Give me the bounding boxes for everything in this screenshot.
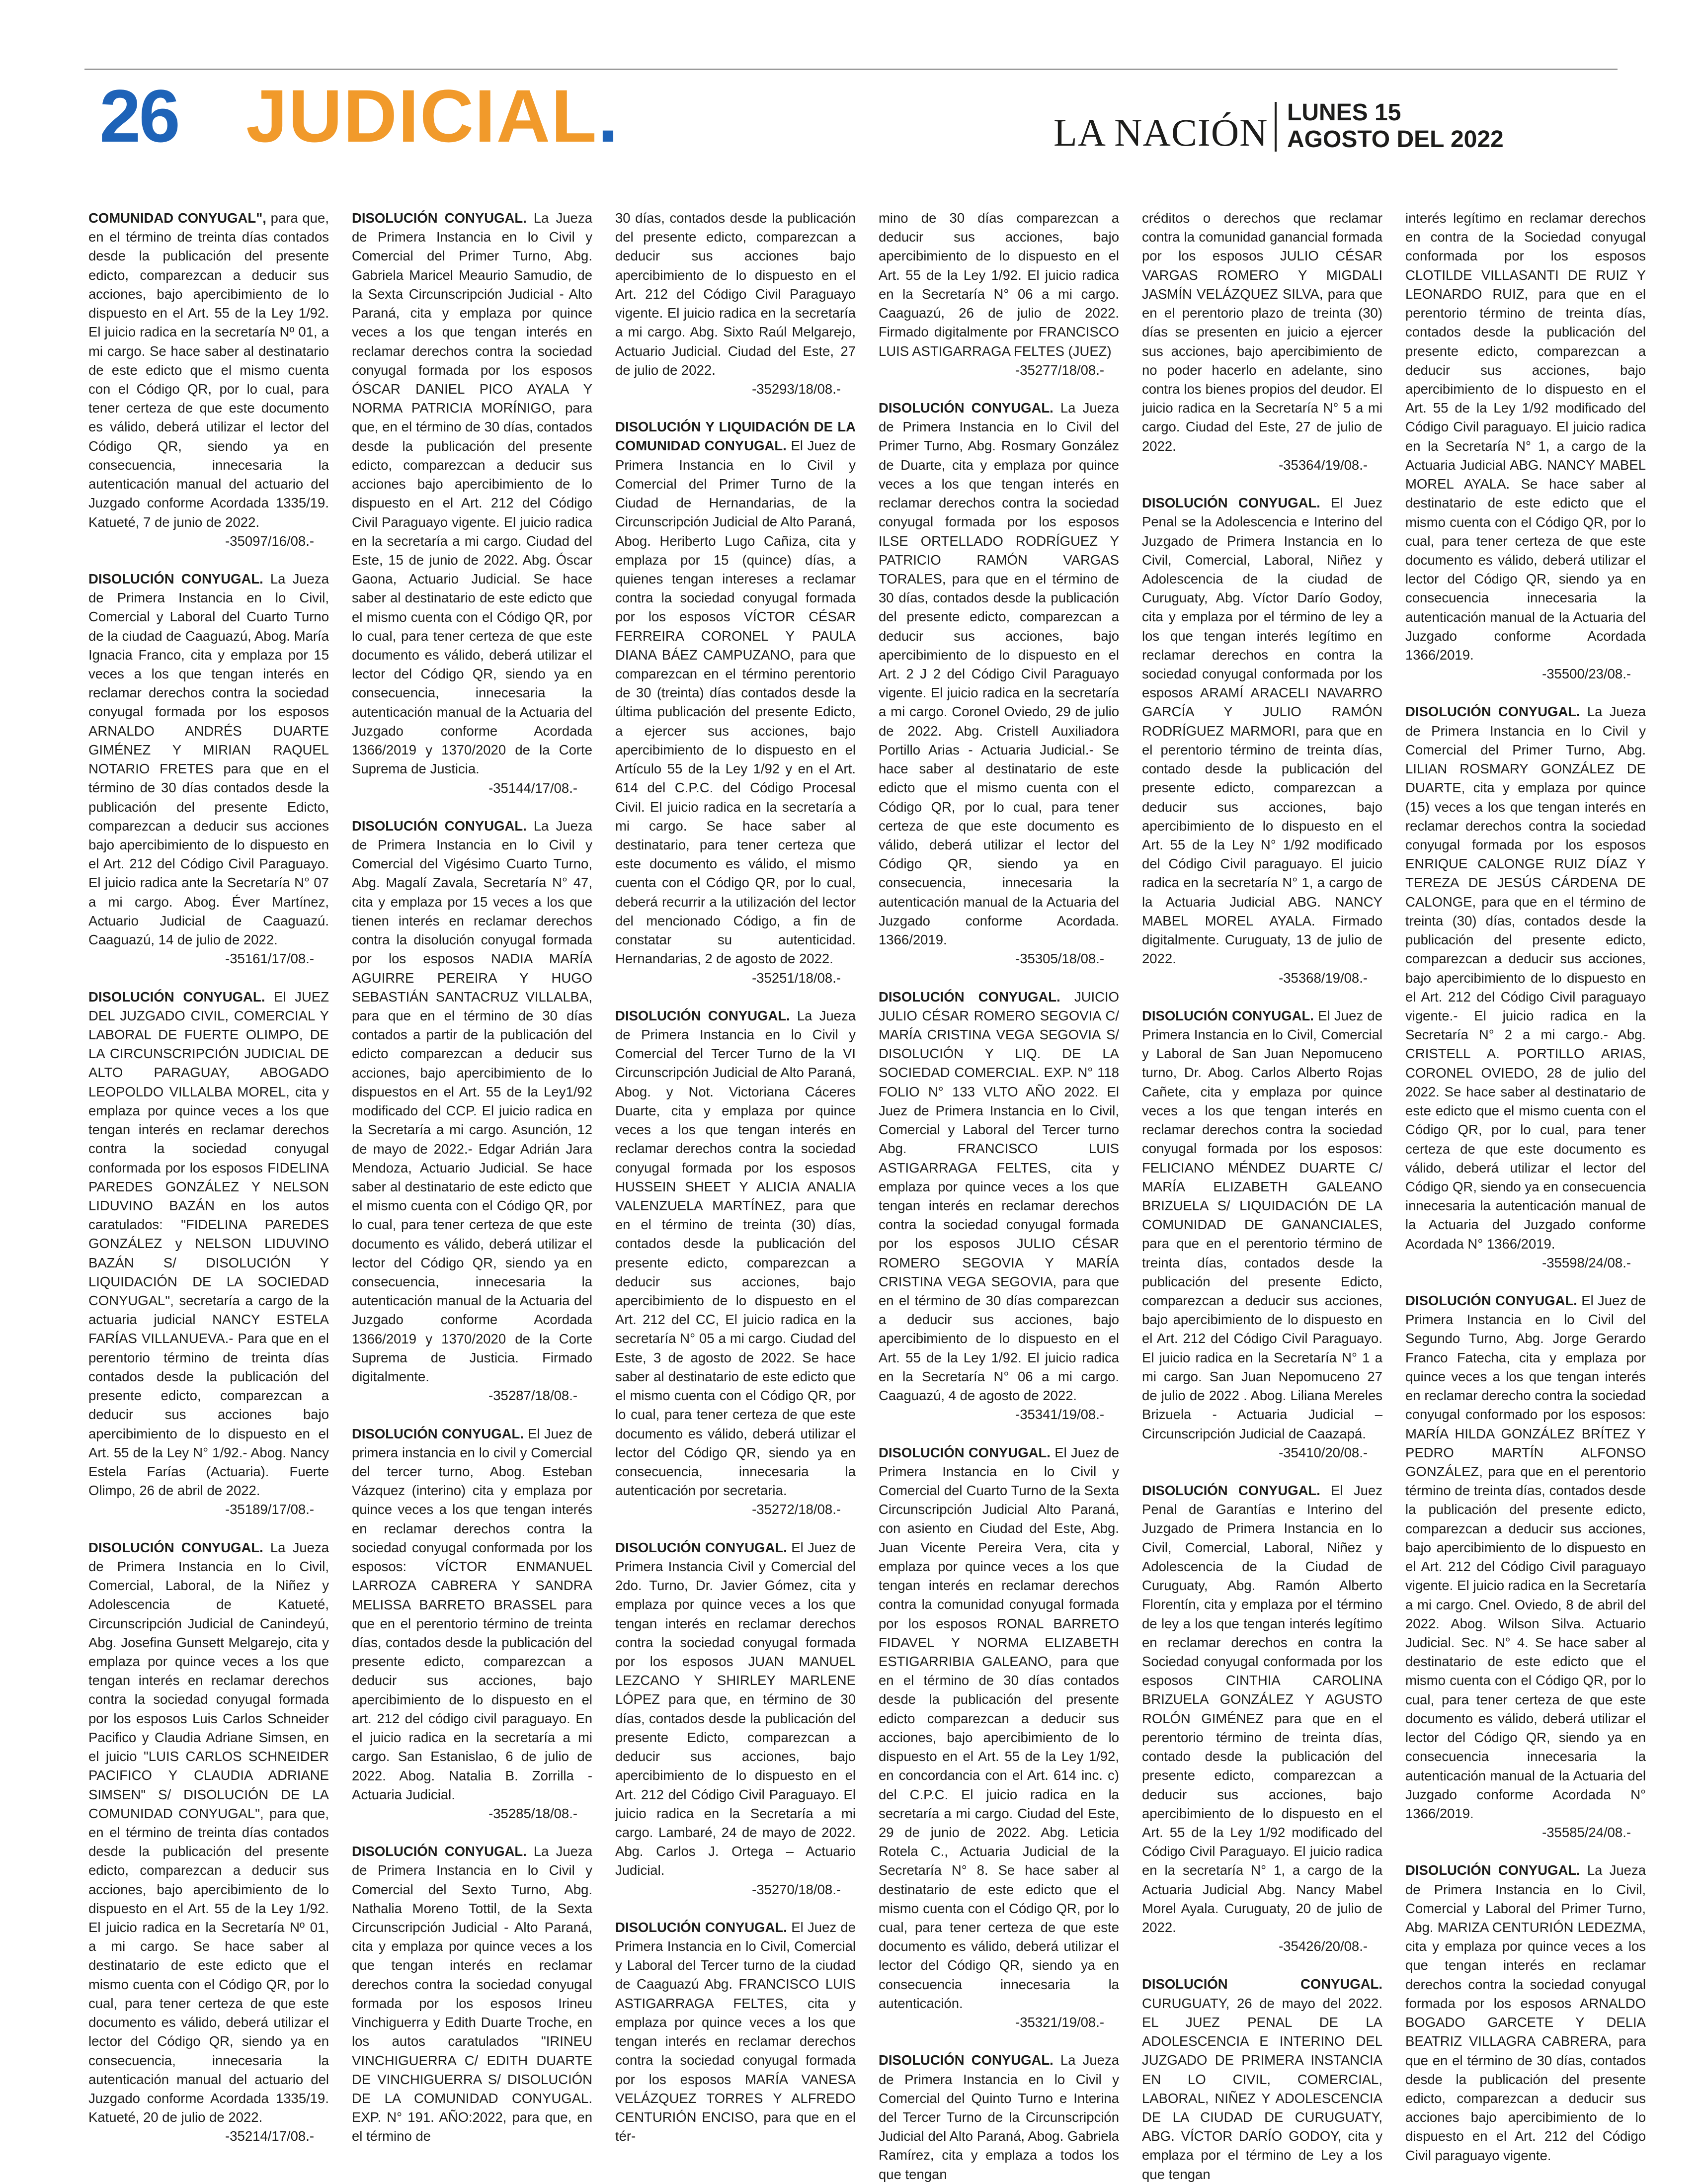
notice-lead: DISOLUCIÓN CONYUGAL. [1142, 1008, 1314, 1023]
notice-body: El Juez de Primera Instancia en lo Civil y Comercial del Primer Turno de la Ciudad de Hernandarias, de la Circunscripción Judicial de Alto Paraná, Abog. Heriberto Lugo Cañiza, cita y emplaza por 15 (quince) días, a quienes tengan intereses a reclamar contra la sociedad conyugal formada por los esposos VÍCTOR CÉSAR FERREIRA CORONEL Y PAULA DIANA BÁEZ CAMPUZANO, para que comparezcan en el término perentorio de 30 (treinta) días contados desde la última publicación del presente Edicto, a ejercer sus acciones, bajo apercibimiento de lo dispuesto en el Artículo 55 de la Ley 1/92 y en el Art. 614 del C.P.C. del Código Procesal Civil. El juicio radica en la secretaría a mi cargo. Se hace saber al destinatario, para tener certeza que este documento es válido, el mismo cuenta con el Código QR, por lo cual, deberá recurrir a la utilización del lector del mencionado Código, a fin de constatar su autenticidad. Hernandarias, 2 de agosto de 2022. [615, 438, 856, 967]
notice-ref: -35293/18/08.- [752, 381, 841, 397]
legal-notice [615, 1918, 856, 2146]
notice-lead: DISOLUCIÓN CONYUGAL. [88, 989, 265, 1005]
legal-notice [1405, 1861, 1646, 2165]
notice-ref: -35214/17/08.- [225, 2128, 314, 2144]
legal-notice [1142, 1481, 1382, 1956]
legal-notice [879, 1443, 1119, 2032]
legal-notice [1142, 1975, 1382, 2184]
notice-lead: DISOLUCIÓN CONYUGAL. [1142, 495, 1320, 511]
notice-lead: DISOLUCIÓN CONYUGAL. [1405, 1293, 1577, 1309]
column-3 [615, 209, 856, 2152]
notice-ref: -35272/18/08.- [752, 1502, 841, 1517]
notice-lead: DISOLUCIÓN CONYUGAL. [352, 818, 527, 834]
notice-ref: -35161/17/08.- [225, 951, 314, 967]
notice-body: El Juez Penal se la Adolescencia e Interino del Juzgado de Primera Instancia en lo Civil, Comercial, Laboral, Niñez y Adolescencia de la ciudad de Curuguaty, Abg. Víctor Darío Godoy, cita y emplaza por el término de ley a los que tengan interés legítimo en reclamar derechos en contra la sociedad conyugal conformada por los esposos ARAMÍ ARACELI NAVARRO GARCÍA Y JULIO RAMÓN RODRÍGUEZ MARMORI, para que en el perentorio término de treinta días, contado desde la publicación del presente edicto, comparezcan a deducir sus acciones, bajo apercibimiento de lo dispuesto en el Art. 55 de la Ley N° 1/92 modificado del Código Civil paraguayo. El juicio radica en la secretaría N° 1, a cargo de la Actuaria Judicial ABG. NANCY MABEL MOREL AYALA. Firmado digitalmente. Curuguaty, 13 de julio de 2022. [1142, 495, 1383, 967]
notice-body: JUICIO JULIO CÉSAR ROMERO SEGOVIA C/ MARÍA CRISTINA VEGA SEGOVIA S/ DISOLUCIÓN Y LIQ. DE LA SOCIEDAD COMERCIAL. EXP. N° 118 FOLIO N° 133 VLTO AÑO 2022. El Juez de Primera Instancia en lo Civil, Comercial y Laboral del Tercer turno Abg. FRANCISCO LUIS ASTIGARRAGA FELTES, cita y emplaza por quince veces a los que tengan interés en reclamar derechos contra la sociedad conyugal formada por los esposos JULIO CÉSAR ROMERO SEGOVIA Y MARÍA CRISTINA VEGA SEGOVIA, para que en el término de 30 días comparezcan a deducir sus acciones, bajo apercibimiento de lo dispuesto en el Art. 55 de la Ley 1/92. El juicio radica en la Secretaría N° 06 a mi cargo. Caaguazú, 4 de agosto de 2022. [879, 989, 1119, 1404]
notice-body: El Juez de Primera Instancia en lo Civil, Comercial y Laboral del Tercer turno de la ciudad de Caaguazú Abg. FRANCISCO LUIS ASTIGARRAGA FELTES, cita y emplaza por quince veces a los que tengan interés en reclamar derechos contra la sociedad conyugal formada por los esposos MARÍA VANESA VELÁZQUEZ TORRES Y ALFREDO CENTURIÓN ENCISO, para que en el tér- [615, 1919, 856, 2144]
notice-lead: DISOLUCIÓN CONYUGAL. [352, 1844, 527, 1859]
notice-body: La Jueza de Primera Instancia en lo Civil, Comercial y Laboral del Primer Turno, Abg. MARIZA CENTURIÓN LEDEZMA, cita y emplaza por quince veces a los que tengan interés en reclamar derechos contra la sociedad conyugal formada por los esposos ARNALDO BOGADO GARCETE Y DELIA BEATRIZ VILLAGRA CABRERA, para que en el término de 30 días, contados desde la publicación del presente edicto, comparezcan a deducir sus acciones bajo apercibimiento de lo dispuesto en el Art. 212 del Código Civil paraguayo vigente. [1405, 1862, 1646, 2163]
notice-lead: DISOLUCIÓN CONYUGAL. [879, 400, 1054, 416]
notice-lead: DISOLUCIÓN CONYUGAL. [88, 571, 263, 587]
notice-body: La Jueza de Primera Instancia en lo Civil y Comercial del Vigésimo Cuarto Turno, Abg. Magalí Zavala, Secretaría N° 47, cita y emplaza por 15 veces a los que tienen interés en reclamar derechos contra la disolución conyugal formada por los esposos NADIA MARÍA AGUIRRE PEREIRA Y HUGO SEBASTIÁN SANTACRUZ VILLALBA, para que en el término de 30 días contados a partir de la publicación del edicto comparezcan a deducir sus acciones, bajo apercibimiento de lo dispuestos en el Art. 55 de la Ley1/92 modificado del CCP. El juicio radica en la Secretaría a mi cargo. Asunción, 12 de mayo de 2022.- Edgar Adrián Jara Mendoza, Actuario Judicial. Se hace saber al destinatario de este edicto que el mismo cuenta con el Código QR, por lo cual, para tener certeza de que este documento es válido, deberá utilizar el lector del Código QR, siendo ya en consecuencia, innecesaria la autenticación manual de la Actuaria del Juzgado conforme Acordada 1366/2019 y 1370/2020 de la Corte Suprema de Justicia. Firmado digitalmente. [352, 818, 592, 1385]
notice-columns [88, 209, 1646, 2182]
notice-body: La Jueza de Primera Instancia en lo Civil y Comercial del Sexto Turno, Abg. Nathalia Moreno Tottil, de la Sexta Circunscripción Judicial - Alto Paraná, cita y emplaza por quince veces a los que tengan interés en reclamar derechos contra la sociedad conyugal formada por los esposos Irineu Vinchiguerra y Edith Duarte Troche, en los autos caratulados "IRINEU VINCHIGUERRA C/ EDITH DUARTE DE VINCHIGUERRA S/ DISOLUCIÓN DE LA COMUNIDAD CONYUGAL. EXP. N° 191. AÑO:2022, para que, en el término de [352, 1844, 592, 2144]
column-1 [88, 209, 329, 2152]
top-rule [84, 69, 1618, 70]
notice-ref: -35305/18/08.- [1015, 951, 1104, 967]
notice-ref: -35321/19/08.- [1015, 2015, 1104, 2030]
notice-lead: DISOLUCIÓN CONYUGAL. [615, 1919, 787, 1935]
notice-ref: -35270/18/08.- [752, 1881, 841, 1897]
legal-notice [88, 988, 329, 1519]
legal-notice [879, 399, 1119, 969]
notice-lead: DISOLUCIÓN CONYUGAL. [615, 1539, 787, 1555]
notice-body: El JUEZ DEL JUZGADO CIVIL, COMERCIAL Y LABORAL DE FUERTE OLIMPO, DE LA CIRCUNSCRIPCIÓN JUDICIAL DE ALTO PARAGUAY, ABOGADO LEOPOLDO VILLALBA MOREL, cita y emplaza por quince veces a los que tengan interés en reclamar derechos contra la sociedad conyugal conformada por los esposos FIDELINA PAREDES GONZÁLEZ Y NELSON LIDUVINO BAZÁN en los autos caratulados: "FIDELINA PAREDES GONZÁLEZ y NELSON LIDUVINO BAZÁN S/ DISOLUCIÓN Y LIQUIDACIÓN DE LA SOCIEDAD CONYUGAL", secretaría a cargo de la actuaria judicial NANCY ESTELA FARÍAS VILLANUEVA.- Para que en el perentorio término de treinta días contados desde la publicación del presente edicto, comparezcan a deducir sus acciones bajo apercibimiento de lo dispuesto en el Art. 55 de la Ley N° 1/92.- Abog. Nancy Estela Farías (Actuaria). Fuerte Olimpo, 26 de abril de 2022. [88, 989, 329, 1499]
notice-ref: -35341/19/08.- [1015, 1407, 1104, 1423]
legal-notice [1405, 1291, 1646, 1842]
notice-body: El Juez de Primera Instancia Civil y Comercial del 2do. Turno, Dr. Javier Gómez, cita y emplaza por quince veces a los que tengan interés en reclamar derechos contra la sociedad conyugal formada por los esposos JUAN MANUEL LEZCANO Y SHIRLEY MARLENE LÓPEZ para que, en término de 30 días, contados desde la publicación del presente Edicto, comparezcan a deducir sus acciones, bajo apercibimiento de lo dispuesto en el Art. 212 del Código Civil Paraguayo. El juicio radica en la Secretaría a mi cargo. Lambaré, 24 de mayo de 2022. Abg. Carlos J. Ortega – Actuario Judicial. [615, 1539, 856, 1878]
notice-body: La Jueza de Primera Instancia en lo Civil del Primer Turno, Abg. Rosmary González de Duarte, cita y emplaza por quince veces a los que tengan interés en reclamar derechos contra la sociedad conyugal formada por los esposos ILSE ORTELLADO RODRÍGUEZ Y PATRICIO RAMÓN VARGAS TORALES, para que en el término de 30 días, contados desde la publicación del presente edicto, comparezcan a deducir sus acciones, bajo apercibimiento de lo dispuesto en el Art. 2 J 2 del Código Civil Paraguayo vigente. El juicio radica en la secretaría a mi cargo. Coronel Oviedo, 29 de julio de 2022. Abg. Cristell Auxiliadora Portillo Arias - Actuaria Judicial.- Se hace saber al destinatario de este edicto que el mismo cuenta con el Código QR, por lo cual, para tener certeza de que este documento es válido, deberá utilizar el lector del Código QR, siendo ya en consecuencia, innecesaria la autenticación manual de la Actuaria del Juzgado conforme Acordada. 1366/2019. [879, 400, 1119, 948]
notice-ref: -35426/20/08.- [1279, 1938, 1368, 1954]
notice-ref: -35368/19/08.- [1279, 970, 1368, 986]
notice-ref: -35097/16/08.- [225, 533, 314, 549]
masthead-divider [1275, 102, 1277, 152]
section-title [246, 74, 620, 158]
legal-notice [615, 1007, 856, 1519]
legal-notice [1142, 209, 1382, 475]
notice-body: El Juez de Primera Instancia en lo Civil del Segundo Turno, Abg. Jorge Gerardo Franco Fatecha, cita y emplaza por quince veces a los que tengan interés en reclamar derecho contra la sociedad conyugal conformado por los esposos: MARÍA HILDA GONZÁLEZ BRÍTEZ Y PEDRO MARTÍN ALFONSO GONZÁLEZ, para que en el perentorio término de treinta días, contados desde la publicación del presente edicto, comparezcan a deducir sus acciones, bajo apercibimiento de lo dispuesto en el Art. 212 del Código Civil paraguayo vigente. El juicio radica en la Secretaría a mi cargo. Cnel. Oviedo, 8 de abril del 2022. Abog. Wilson Silva. Actuario Judicial. Sec. N° 4. Se hace saber al destinatario de este edicto que el mismo cuenta con el Código QR, por lo cual, para tener certeza de que este documento es válido, deberá utilizar el lector del Código QR, siendo ya en consecuencia innecesaria la autenticación manual de la Actuaria del Juzgado conforme Acordada N° 1366/2019. [1405, 1293, 1646, 1821]
notice-lead: DISOLUCIÓN CONYUGAL. [879, 2052, 1054, 2068]
notice-body: interés legítimo en reclamar derechos en contra de la Sociedad conyugal conformada por los esposos CLOTILDE VILLASANTI DE RUIZ Y LEONARDO RUIZ, para que en el perentorio término de treinta días, contados desde la publicación del presente edicto, comparezcan a deducir sus acciones, bajo apercibimiento de lo dispuesto en el Art. 55 de la Ley 1/92 modificado del Código Civil paraguayo. El juicio radica en la Secretaría N° 1, a cargo de la Actuaria Judicial ABG. NANCY MABEL MOREL AYALA. Se hace saber al destinatario de este edicto que el mismo cuenta con el Código QR, por lo cual, para tener certeza de que este documento es válido, deberá utilizar el lector del Código QR, siendo ya en consecuencia innecesaria la autenticación manual de la Actuaria del Juzgado conforme Acordada 1366/2019. [1405, 210, 1646, 663]
legal-notice [879, 988, 1119, 1425]
notice-lead: DISOLUCIÓN CONYUGAL. [1142, 1976, 1382, 1992]
legal-notice [1405, 209, 1646, 683]
legal-notice [352, 1842, 592, 2146]
notice-ref: -35585/24/08.- [1542, 1825, 1631, 1841]
notice-ref: -35144/17/08.- [488, 780, 577, 796]
section-name: JUDICIAL [246, 74, 598, 158]
notice-lead: DISOLUCIÓN CONYUGAL. [1142, 1483, 1320, 1498]
notice-body: La Jueza de Primera Instancia en lo Civil y Comercial del Primer Turno, Abg. LILIAN ROSMARY GONZÁLEZ DE DUARTE, cita y emplaza por quince (15) veces a los que tengan interés en reclamar derechos contra la sociedad conyugal formada por los esposos ENRIQUE CALONGE RUIZ DÍAZ Y TEREZA DE JESÚS CÁRDENA DE CALONGE, para que en el término de treinta (30) días, contados desde la publicación del presente edicto, comparezcan a deducir sus acciones, bajo apercibimiento de lo dispuesto en el Art. 212 del Código Civil paraguayo vigente.- El juicio radica en la Secretaría N° 2 a mi cargo.- Abg. CRISTELL A. PORTILLO ARIAS, CORONEL OVIEDO, 28 de julio del 2022. Se hace saber al destinatario de este edicto que el mismo cuenta con el Código QR, por lo cual, para tener certeza de que este documento es válido, deberá utilizar el lector del Código QR, siendo ya en consecuencia innecesaria la autenticación manual de la Actuaria del Juzgado conforme Acordada N° 1366/2019. [1405, 704, 1646, 1252]
section-dot: . [597, 74, 620, 158]
notice-body: La Jueza de Primera Instancia en lo Civil y Comercial del Primer Turno, Abg. Gabriela Maricel Meaurio Samudio, de la Sexta Circunscripción Judicial - Alto Paraná, cita y emplaza por quince veces a los que tengan interés en reclamar derechos contra la sociedad conyugal formada por los esposos ÓSCAR DANIEL PICO AYALA Y NORMA PATRICIA MORÍNIGO, para que, en el término de 30 días, contados desde la publicación del presente edicto, comparezcan a deducir sus acciones bajo apercibimiento de lo dispuesto en el Art. 212 del Código Civil Paraguayo vigente. El juicio radica en la secretaría a mi cargo. Ciudad del Este, 15 de junio de 2022. Abg. Óscar Gaona, Actuario Judicial. Se hace saber al destinatario de este edicto que el mismo cuenta con el Código QR, por lo cual, para tener certeza de que este documento es válido, deberá utilizar el lector del Código QR, siendo ya en consecuencia, innecesaria la autenticación manual de la Actuaria del Juzgado conforme Acordada 1366/2019 y 1370/2020 de la Corte Suprema de Justicia. [352, 210, 592, 777]
notice-body: La Jueza de Primera Instancia en lo Civil, Comercial, Laboral, de la Niñez y Adolescencia de Katueté, Circunscripción Judicial de Canindeyú, Abg. Josefina Gunsett Melgarejo, cita y emplaza por quince veces a los que tengan interés en reclamar derechos contra la sociedad conyugal formada por los esposos Luis Carlos Schneider Pacifico y Claudia Adriane Simsen, en el juicio "LUIS CARLOS SCHNEIDER PACIFICO Y CLAUDIA ADRIANE SIMSEN" S/ DISOLUCIÓN DE LA COMUNIDAD CONYUGAL", para que, en el término de treinta días contados desde la publicación del presente edicto, comparezcan a deducir sus acciones, bajo apercibimiento de lo dispuesto en el Art. 55 de la Ley 1/92. El juicio radica en la Secretaría Nº 01, a mi cargo. Se hace saber al destinatario de este edicto que el mismo cuenta con el Código QR, por lo cual, para tener certeza de que este documento es válido, deberá utilizar el lector del Código QR, siendo ya en consecuencia, innecesaria la autenticación manual del actuario del Juzgado conforme Acordada 1335/19. Katueté, 20 de julio de 2022. [88, 1539, 329, 2125]
legal-notice [88, 209, 329, 551]
issue-date [1287, 99, 1504, 153]
issue-month-year: AGOSTO DEL 2022 [1287, 126, 1504, 153]
notice-body: El Juez de primera instancia en lo civil y Comercial del tercer turno, Abog. Esteban Vázquez (interino) cita y emplaza por quince veces a los que tengan interés en reclamar derechos contra la sociedad conyugal conformada por los esposos: VÍCTOR ENMANUEL LARROZA CABRERA Y SANDRA MELISSA BARRETO BRASSEL para que en el perentorio término de treinta días, contados desde la publicación del presente edicto, comparezcan a deducir sus acciones, bajo apercibimiento de lo dispuesto en el art. 212 del código civil paraguayo. En el juicio radica en la secretaría a mi cargo. San Estanislao, 6 de julio de 2022. Abog. Natalia B. Zorrilla - Actuaria Judicial. [352, 1426, 593, 1802]
notice-body: La Jueza de Primera Instancia en lo Civil y Comercial del Quinto Turno e Interina del Tercer Turno de la Circunscripción Judicial del Alto Paraná, Abog. Gabriela Ramírez, cita y emplaza a todos los que tengan [879, 2052, 1119, 2182]
issue-day: LUNES 15 [1287, 99, 1401, 126]
notice-ref: -35287/18/08.- [488, 1388, 577, 1404]
legal-notice [879, 209, 1119, 380]
column-6 [1405, 209, 1646, 2163]
legal-notice [352, 1425, 592, 1824]
legal-notice [88, 570, 329, 969]
legal-notice [352, 817, 592, 1406]
notice-body: El Juez de Primera Instancia en lo Civil, Comercial y Laboral de San Juan Nepomuceno turno, Dr. Abog. Carlos Alberto Rojas Cañete, cita y emplaza por quince veces a los que tengan interés en reclamar derechos contra la sociedad conyugal formada por los esposos: FELICIANO MÉNDEZ DUARTE C/ MARÍA ELIZABETH GALEANO BRIZUELA S/ LIQUIDACIÓN DE LA COMUNIDAD DE GANANCIALES, para que en el perentorio término de treinta días, contados desde la publicación del presente Edicto, comparezcan a deducir sus acciones, bajo apercibimiento de lo dispuesto en el Art. 212 del Código Civil Paraguayo. El juicio radica en la Secretaría N° 1 a mi cargo. San Juan Nepomuceno 27 de julio de 2022 . Abog. Liliana Mereles Brizuela - Actuaria Judicial – Circunscripción Judicial de Caazapá. [1142, 1008, 1383, 1441]
notice-lead: DISOLUCIÓN CONYUGAL. [615, 1008, 790, 1023]
page-number: 26 [99, 74, 178, 158]
notice-body: mino de 30 días comparezcan a deducir sus acciones, bajo apercibimiento de lo dispuesto en el Art. 55 de la Ley 1/92. El juicio radica en la Secretaría N° 06 a mi cargo. Caaguazú, 26 de julio de 2022. Firmado digitalmente por FRANCISCO LUIS ASTIGARRAGA FELTES (JUEZ) [879, 210, 1119, 359]
legal-notice [352, 209, 592, 798]
notice-ref: -35285/18/08.- [488, 1805, 577, 1821]
notice-lead: DISOLUCIÓN CONYUGAL. [1405, 1862, 1580, 1878]
notice-ref: -35598/24/08.- [1542, 1255, 1631, 1270]
notice-body: La Jueza de Primera Instancia en lo Civil, Comercial y Laboral del Cuarto Turno de la ciudad de Caaguazú, Abog. María Ignacia Franco, cita y emplaza por 15 veces a los que tengan interés en reclamar derechos contra la sociedad conyugal formada por los esposos ARNALDO ANDRÉS DUARTE GIMÉNEZ Y MIRIAN RAQUEL NOTARIO FRETES para que en el término de 30 días contados desde la publicación del presente Edicto, comparezcan a deducir sus acciones bajo apercibimiento de lo dispuesto en el Art. 212 del Código Civil Paraguayo. El juicio radica ante la Secretaría N° 07 a mi cargo. Abog. Éver Martínez, Actuario Judicial de Caaguazú. Caaguazú, 14 de julio de 2022. [88, 571, 329, 948]
notice-body: CURUGUATY, 26 de mayo del 2022. EL JUEZ PENAL DE LA ADOLESCENCIA E INTERINO DEL JUZGADO DE PRIMERA INSTANCIA EN LO CIVIL, COMERCIAL, LABORAL, NIÑEZ Y ADOLESCENCIA DE LA CIUDAD DE CURUGUATY, ABG. VÍCTOR DARÍO GODOY, cita y emplaza por el término de Ley a los que tengan [1142, 1995, 1382, 2182]
legal-notice [1405, 702, 1646, 1272]
legal-notice [879, 2051, 1119, 2184]
newspaper-masthead: LA NACIÓN [1054, 111, 1268, 154]
notice-lead: DISOLUCIÓN CONYUGAL. [352, 1426, 524, 1441]
notice-ref: -35277/18/08.- [1015, 362, 1104, 378]
legal-notice [615, 209, 856, 399]
notice-lead: DISOLUCIÓN CONYUGAL. [352, 210, 527, 226]
notice-lead: COMUNIDAD CONYUGAL", [88, 210, 266, 226]
notice-ref: -35251/18/08.- [752, 970, 841, 986]
notice-lead: DISOLUCIÓN Y LIQUIDACIÓN DE LA COMUNIDAD CONYUGAL. [615, 419, 856, 454]
legal-notice [1142, 494, 1382, 988]
legal-notice [615, 418, 856, 988]
notice-body: El Juez de Primera Instancia en lo Civil y Comercial del Cuarto Turno de la Sexta Circunscripción Judicial Alto Paraná, con asiento en Ciudad del Este, Abg. Juan Vicente Pereira Vera, cita y emplaza por quince veces a los que tengan interés en reclamar derechos contra la comunidad conyugal formada por los esposos RONAL BARRETO FIDAVEL Y NORMA ELIZABETH ESTIGARRIBIA GALEANO, para que en el término de 30 días contados desde la publicación del presente edicto comparezcan a deducir sus acciones, bajo apercibimiento de lo dispuesto en el Art. 55 de la Ley 1/92, en concordancia con el Art. 614 inc. c) del C.P.C. El juicio radica en la secretaría a mi cargo. Ciudad del Este, 29 de junio de 2022. Abg. Leticia Rotela C., Actuaria Judicial de la Secretaría N° 8. Se hace saber al destinatario de este edicto que el mismo cuenta con el Código QR, por lo cual, para tener certeza de que este documento es válido, deberá utilizar el lector del Código QR, siendo ya en consecuencia innecesaria la autenticación. [879, 1444, 1120, 2011]
column-5 [1142, 209, 1383, 2182]
notice-ref: -35364/19/08.- [1279, 457, 1368, 473]
notice-lead: DISOLUCIÓN CONYUGAL. [879, 989, 1060, 1005]
legal-notice [88, 1538, 329, 2146]
notice-body: para que, en el término de treinta días contados desde la publicación del presente edicto, comparezcan a deducir sus acciones, bajo apercibimiento de lo dispuesto en el Art. 55 de la Ley 1/92. El juicio radica en la secretaría Nº 01, a mi cargo. Se hace saber al destinatario de este edicto que el mismo cuenta con el Código QR, por lo cual, para tener certeza de que este documento es válido, deberá utilizar el lector del Código QR, siendo ya en consecuencia, innecesaria la autenticación manual del actuario del Juzgado conforme Acordada 1335/19. Katueté, 7 de junio de 2022. [88, 210, 329, 530]
notice-lead: DISOLUCIÓN CONYUGAL. [879, 1444, 1051, 1460]
notice-body: La Jueza de Primera Instancia en lo Civil y Comercial del Tercer Turno de la VI Circunscripción Judicial de Alto Paraná, Abog. y Not. Victoriana Cáceres Duarte, cita y emplaza por quince veces a los que tengan interés en reclamar derechos contra la sociedad conyugal formada por los esposos HUSSEIN SHEET Y ALICIA ANALIA VALENZUELA MARTÍNEZ, para que en el término de treinta (30) días, contados desde la publicación del presente edicto, comparezcan a deducir sus acciones, bajo apercibimiento de lo dispuesto en el Art. 212 del CC, El juicio radica en la secretaría N° 05 a mi cargo. Ciudad del Este, 3 de agosto de 2022. Se hace saber al destinatario de este edicto que el mismo cuenta con el Código QR, por lo cual, para tener certeza de que este documento es válido, deberá utilizar el lector del Código QR, siendo ya en consecuencia, innecesaria la autenticación por secretaria. [615, 1008, 856, 1499]
notice-ref: -35189/17/08.- [225, 1502, 314, 1517]
notice-body: El Juez Penal de Garantías e Interino del Juzgado de Primera Instancia en lo Civil, Comercial, Laboral, Niñez y Adolescencia de la Ciudad de Curuguaty, Abg. Ramón Alberto Florentín, cita y emplaza por el término de ley a los que tengan interés legítimo en reclamar derechos en contra la Sociedad conyugal conformada por los esposos CINTHIA CAROLINA BRIZUELA GONZÁLEZ Y AGUSTO ROLÓN GIMÉNEZ para que en el perentorio término de treinta días, contado desde la publicación del presente edicto, comparezcan a deducir sus acciones, bajo apercibimiento de lo dispuesto en el Art. 55 de la Ley 1/92 modificado del Código Civil Paraguayo. El juicio radica en la secretaría N° 1, a cargo de la Actuaria Judicial Abg. Nancy Mabel Morel Ayala. Curuguaty, 20 de julio de 2022. [1142, 1483, 1383, 1935]
notice-lead: DISOLUCIÓN CONYUGAL. [88, 1539, 263, 1555]
column-2 [352, 209, 592, 2152]
legal-notice [615, 1538, 856, 1899]
notice-ref: -35410/20/08.- [1279, 1444, 1368, 1460]
column-4 [879, 209, 1120, 2182]
notice-body: créditos o derechos que reclamar contra la comunidad ganancial formada por los esposos JULIO CÉSAR VARGAS ROMERO Y MIGDALI JASMÍN VELÁZQUEZ SILVA, para que en el perentorio plazo de treinta (30) días se presenten en juicio a ejercer sus acciones, bajo apercibimiento de no poder hacerlo en adelante, sino contra los bienes propios del deudor. El juicio radica en la Secretaría N° 5 a mi cargo. Ciudad del Este, 27 de julio de 2022. [1142, 210, 1382, 454]
notice-lead: DISOLUCIÓN CONYUGAL. [1405, 704, 1580, 720]
notice-ref: -35500/23/08.- [1542, 666, 1631, 682]
legal-notice [1142, 1007, 1382, 1462]
notice-body: 30 días, contados desde la publicación del presente edicto, comparezcan a deducir sus acciones bajo apercibimiento de lo dispuesto en el Art. 212 del Código Civil Paraguayo vigente. El juicio radica en la secretaría a mi cargo. Abg. Sixto Raúl Melgarejo, Actuario Judicial. Ciudad del Este, 27 de julio de 2022. [615, 210, 856, 378]
